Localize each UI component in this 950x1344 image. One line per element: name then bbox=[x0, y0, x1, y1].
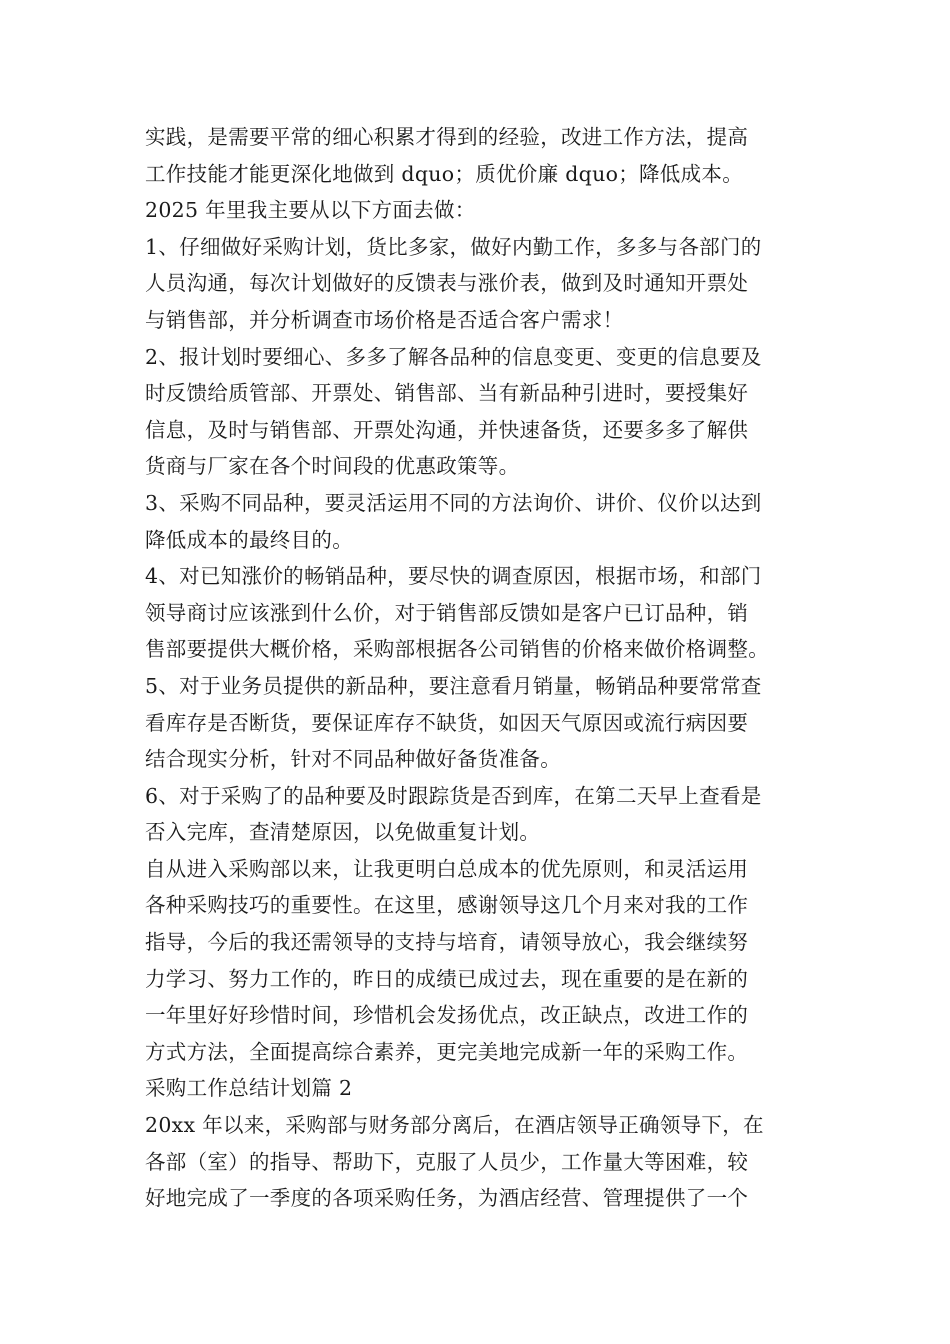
text-line: 指导，今后的我还需领导的支持与培育，请领导放心，我会继续努 bbox=[145, 930, 749, 955]
text-line: 降低成本的最终目的。 bbox=[145, 527, 353, 552]
text-line: 工作技能才能更深化地做到 dquo；质优价廉 dquo；降低成本。 bbox=[145, 161, 744, 186]
text-line: 2025 年里我主要从以下方面去做： bbox=[145, 198, 476, 223]
text-line: 2、报计划时要细心、多多了解各品种的信息变更、变更的信息要及 bbox=[145, 344, 762, 369]
text-line: 货商与厂家在各个时间段的优惠政策等。 bbox=[145, 454, 520, 479]
text-line: 实践，是需要平常的细心积累才得到的经验，改进工作方法，提高 bbox=[145, 125, 749, 149]
text-line: 3、采购不同品种，要灵活运用不同的方法询价、讲价、仪价以达到 bbox=[145, 490, 762, 515]
text-line: 信息，及时与销售部、开票处沟通，并快速备货，还要多多了解供 bbox=[145, 417, 749, 442]
text-line: 售部要提供大概价格，采购部根据各公司销售的价格来做价格调整。 bbox=[145, 637, 769, 662]
text-line: 与销售部，并分析调查市场价格是否适合客户需求！ bbox=[145, 307, 624, 332]
text-line: 否入完库，查清楚原因，以免做重复计划。 bbox=[145, 820, 541, 845]
text-line: 6、对于采购了的品种要及时跟踪货是否到库，在第二天早上查看是 bbox=[145, 783, 762, 808]
text-line: 4、对已知涨价的畅销品种，要尽快的调查原因，根据市场，和部门 bbox=[145, 564, 762, 589]
text-line: 好地完成了一季度的各项采购任务，为酒店经营、管理提供了一个 bbox=[145, 1186, 749, 1211]
text-line: 各部（室）的指导、帮助下，克服了人员少，工作量大等困难，较 bbox=[145, 1149, 749, 1174]
section-heading: 采购工作总结计划篇 2 bbox=[145, 1076, 353, 1101]
text-line: 时反馈给质管部、开票处、销售部、当有新品种引进时，要授集好 bbox=[145, 381, 749, 406]
text-line: 自从进入采购部以来，让我更明白总成本的优先原则，和灵活运用 bbox=[145, 856, 749, 881]
text-line: 20xx 年以来，采购部与财务部分离后，在酒店领导正确领导下，在 bbox=[145, 1113, 764, 1138]
text-line: 领导商讨应该涨到什么价，对于销售部反馈如是客户已订品种，销 bbox=[145, 600, 749, 625]
document-body bbox=[145, 119, 810, 1217]
text-line: 一年里好好珍惜时间，珍惜机会发扬优点，改正缺点，改进工作的 bbox=[145, 1003, 749, 1028]
text-line: 结合现实分析，针对不同品种做好备货准备。 bbox=[145, 747, 561, 772]
text-line: 各种采购技巧的重要性。在这里，感谢领导这几个月来对我的工作 bbox=[145, 893, 749, 918]
text-line: 力学习、努力工作的，昨日的成绩已成过去，现在重要的是在新的 bbox=[145, 966, 749, 991]
text-line: 人员沟通，每次计划做好的反馈表与涨价表，做到及时通知开票处 bbox=[145, 271, 749, 296]
text-line: 看库存是否断货，要保证库存不缺货，如因天气原因或流行病因要 bbox=[145, 710, 749, 735]
text-line: 5、对于业务员提供的新品种，要注意看月销量，畅销品种要常常查 bbox=[145, 673, 762, 698]
text-line: 方式方法，全面提高综合素养，更完美地完成新一年的采购工作。 bbox=[145, 1039, 749, 1064]
text-line: 1、仔细做好采购计划，货比多家，做好内勤工作，多多与各部门的 bbox=[145, 234, 762, 259]
